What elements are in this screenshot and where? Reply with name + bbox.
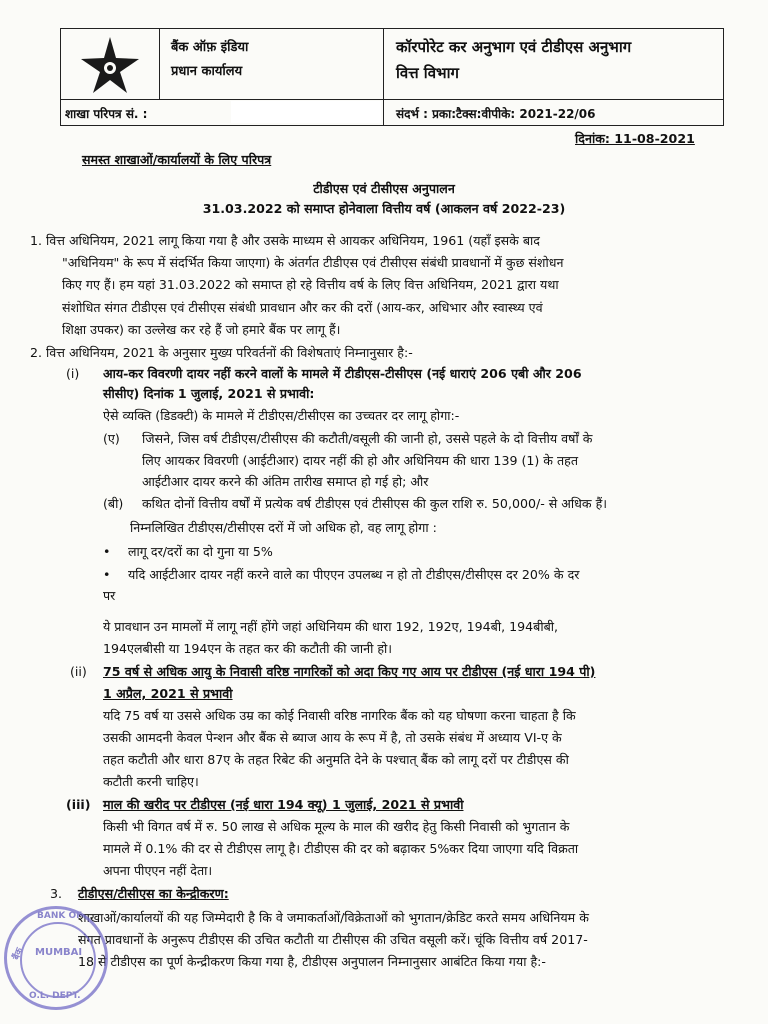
para-3-heading: टीडीएस/टीसीएस का केन्द्रीकरण: xyxy=(78,886,229,901)
item-ii-heading: 75 वर्ष से अधिक आयु के निवासी वरिष्ठ नागरिकों को अदा किए गए आय पर टीडीएस (नई धारा 194 पी) xyxy=(103,664,596,679)
para-1-line: 1. वित्त अधिनियम, 2021 लागू किया गया है और उसके माध्यम से आयकर अधिनियम, 1961 (यहाँ इसके बाद xyxy=(30,233,540,248)
divider xyxy=(61,99,723,100)
clause-a-line: आईटीआर दायर करने की अंतिम तारीख समाप्त हो गई हो; और xyxy=(142,474,429,489)
item-ii-line: तहत कटौती और धारा 87ए के तहत रिबेट की अनुमति देने के पश्चात् बैंक को लागू दरों पर टीडीएस की xyxy=(103,752,569,767)
clause-b-number: (बी) xyxy=(103,496,124,511)
bullet-item: यदि आईटीआर दायर नहीं करने वाले का पीएएन उपलब्ध न हो तो टीडीएस/टीसीएस दर 20% के दर xyxy=(128,567,580,582)
para-3-line: संगत प्रावधानों के अनुरूप टीडीएस की उचित कटौती या टीसीएस की उचित वसूली करें। चूंकि वित्तीय वर्ष 2017- xyxy=(78,932,588,947)
bullet-item-cont: पर xyxy=(103,588,116,603)
proviso-line: 194एलबीसी या 194एन के तहत कर की कटौती की जानी हो। xyxy=(103,641,393,656)
clause-a-line: लिए आयकर विवरणी (आईटीआर) दायर नहीं की हो और अधिनियम की धारा 139 (1) के तहत xyxy=(142,453,579,468)
letterhead-table xyxy=(60,28,724,126)
item-i-line: ऐसे व्यक्ति (डिडक्टी) के मामले में टीडीएस/टीसीएस का उच्चतर दर लागू होगा:- xyxy=(103,408,460,423)
item-i-number: (i) xyxy=(66,366,80,381)
addressee: समस्त शाखाओं/कार्यालयों के लिए परिपत्र xyxy=(82,152,272,167)
item-iii-line: किसी भी विगत वर्ष में रु. 50 लाख से अधिक मूल्य के माल की खरीद हेतु किसी निवासी को भुगतान के xyxy=(103,819,570,834)
item-ii-line: यदि 75 वर्ष या उससे अधिक उम्र का कोई निवासी वरिष्ठ नागरिक बैंक को यह घोषणा करना चाहता है कि xyxy=(103,708,576,723)
item-ii-line: उसकी आमदनी केवल पेन्शन और बैंक से ब्याज आय के रूप में है, तो उसके संबंध में अध्याय VI-ए के xyxy=(103,730,562,745)
bullet-item: लागू दर/दरों का दो गुना या 5% xyxy=(128,544,273,559)
item-i-heading: आय-कर विवरणी दायर नहीं करने वालों के मामले में टीडीएस-टीसीएस (नई धाराएं 206 एबी और 206 xyxy=(103,366,582,381)
divider xyxy=(383,29,384,125)
para-2-line: 2. वित्त अधिनियम, 2021 के अनुसार मुख्य परिवर्तनों की विशेषताएं निम्नानुसार है:- xyxy=(30,345,413,360)
circular-number-label: शाखा परिपत्र सं. : xyxy=(65,107,148,121)
department-subtitle: वित्त विभाग xyxy=(396,64,459,82)
item-i-heading: सीसीए) दिनांक 1 जुलाई, 2021 से प्रभावी: xyxy=(103,386,315,401)
clause-b-line: कथित दोनों वित्तीय वर्षों में प्रत्येक वर्ष टीडीएस एवं टीसीएस की कुल राशि रु. 50,000/- से अधिक हैं। xyxy=(142,496,608,511)
para-1-line: किए गए हैं। हम यहां 31.03.2022 को समाप्त हो रहे वित्तीय वर्ष के लिए वित्त अधिनियम, 2021 द्वारा यथा xyxy=(62,277,559,292)
proviso-line: ये प्रावधान उन मामलों में लागू नहीं होंगे जहां अधिनियम की धारा 192, 192ए, 194बी, 194बीबी, xyxy=(103,619,559,634)
item-iii-line: मामले में 0.1% की दर से टीडीएस लागू है। टीडीएस की दर को बढ़ाकर 5%कर दिया जाएगा यदि विक्रता xyxy=(103,841,579,856)
title-line-1: टीडीएस एवं टीसीएस अनुपालन xyxy=(313,181,455,196)
bullet-icon: • xyxy=(103,544,111,559)
para-1-line: शिक्षा उपकर) का उल्लेख कर रहे हैं जो हमारे बैंक पर लागू हैं। xyxy=(62,322,341,337)
department-title: कॉरपोरेट कर अनुभाग एवं टीडीएस अनुभाग xyxy=(396,38,632,56)
title-line-2: 31.03.2022 को समाप्त होनेवाला वित्तीय वर्ष (आकलन वर्ष 2022-23) xyxy=(202,201,566,216)
higher-rate-line: निम्नलिखित टीडीएस/टीसीएस दरों में जो अधिक हो, वह लागू होगा : xyxy=(130,520,437,535)
item-iii-heading: माल की खरीद पर टीडीएस (नई धारा 194 क्यू) 1 जुलाई, 2021 से प्रभावी xyxy=(103,797,464,812)
para-1-line: संशोधित संगत टीडीएस एवं टीसीएस संबंधी प्रावधान और कर की दरों (आय-कर, अधिभार और स्वास्थ्य एवं xyxy=(62,300,543,315)
item-iii-number: (iii) xyxy=(66,797,91,812)
redaction-box xyxy=(231,101,381,123)
item-ii-line: कटौती करनी चाहिए। xyxy=(103,774,199,789)
office-name: प्रधान कार्यालय xyxy=(171,64,243,79)
item-iii-line: अपना पीएएन नहीं देता। xyxy=(103,863,213,878)
bank-name: बैंक ऑफ़ इंडिया xyxy=(171,40,249,55)
clause-a-number: (ए) xyxy=(103,431,120,446)
item-ii-number: (ii) xyxy=(70,664,87,679)
para-3-line: शाखाओं/कार्यालयों की यह जिम्मेदारी है कि वे जमाकर्ताओं/विक्रेताओं को भुगतान/क्रेडिट करते समय अधिनियम के xyxy=(78,910,589,925)
reference-number: संदर्भ : प्रका:टैक्स:वीपीके: 2021-22/06 xyxy=(396,107,596,121)
item-ii-heading: 1 अप्रैल, 2021 से प्रभावी xyxy=(103,686,233,701)
divider xyxy=(159,29,160,99)
bank-star-logo-icon xyxy=(79,35,141,95)
bank-stamp-seal: BANK OF बैंक MUMBAI O.L. DEPT. xyxy=(4,906,108,1010)
para-3-line: 18 से टीडीएस का पूर्ण केन्द्रीकरण किया गया है, टीडीएस अनुपालन निम्नानुसार आबंटित किया गया है:- xyxy=(78,954,546,969)
para-1-line: "अधिनियम" के रूप में संदर्भित किया जाएगा) के अंतर्गत टीडीएस एवं टीसीएस संबंधी प्रावधानों में कुछ संशोधन xyxy=(62,255,564,270)
para-3-number: 3. xyxy=(50,886,63,901)
clause-a-line: जिसने, जिस वर्ष टीडीएस/टीसीएस की कटौती/वसूली की जानी हो, उससे पहले के दो वित्तीय वर्षों के xyxy=(142,431,593,446)
bullet-icon: • xyxy=(103,567,111,582)
circular-date: दिनांक: 11-08-2021 xyxy=(575,131,695,146)
